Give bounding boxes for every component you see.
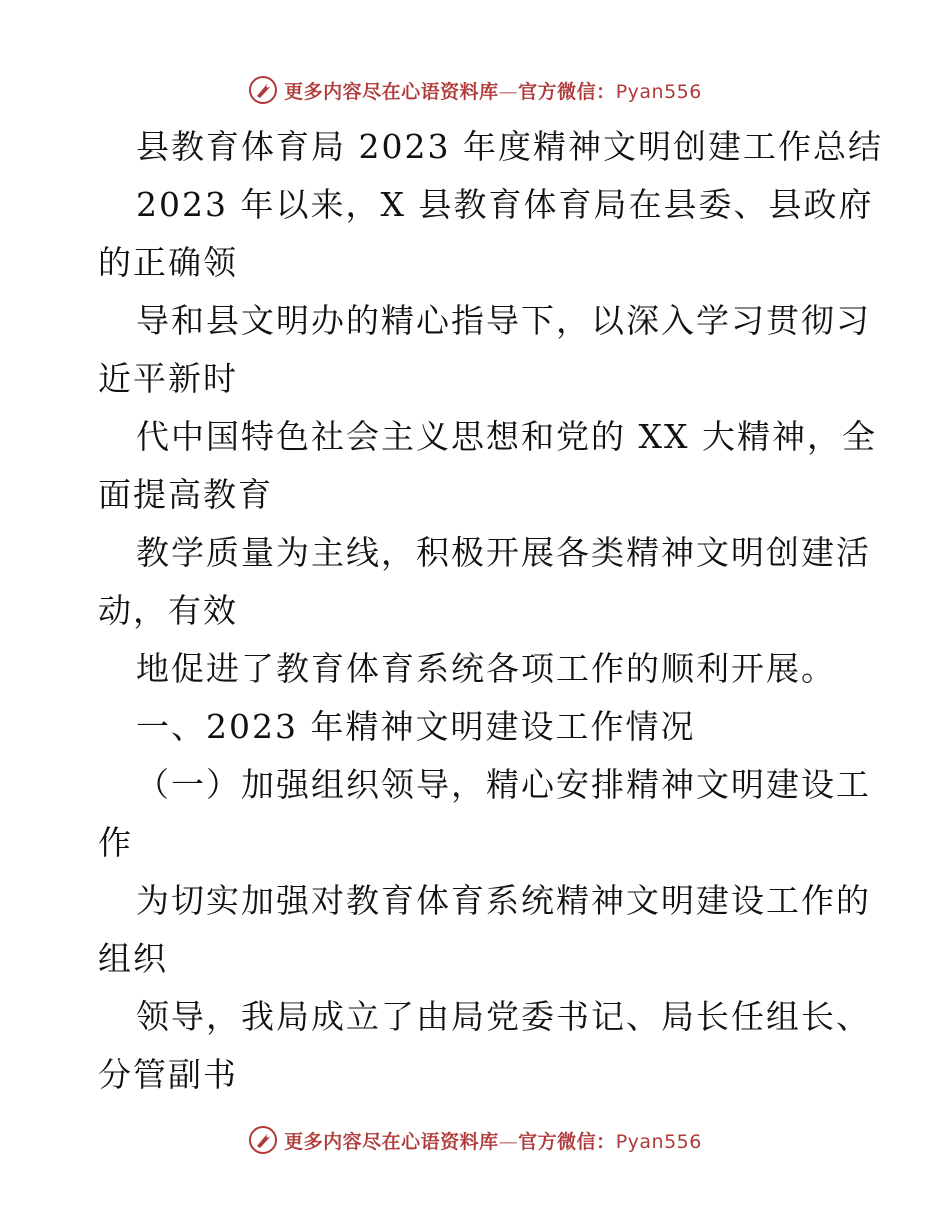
- watermark-wechat-id: Pyan556: [615, 1130, 702, 1153]
- text-line: 导和县文明办的精心指导下，以深入学习贯彻习: [136, 301, 871, 340]
- text-line: 代中国特色社会主义思想和党的 XX 大精神，全: [136, 417, 877, 456]
- text-line: 近平新时: [98, 359, 238, 398]
- text-line: 为切实加强对教育体育系统精神文明建设工作的: [136, 881, 871, 920]
- text-line: 面提高教育: [98, 475, 273, 514]
- footer-watermark: [0, 1120, 950, 1160]
- text-line: 动，有效: [98, 591, 238, 630]
- text-line: 组织: [98, 939, 168, 978]
- watermark-wechat-label: 官方微信：: [518, 1130, 616, 1153]
- watermark-text: [284, 77, 702, 104]
- watermark-separator: —: [498, 80, 519, 103]
- text-line: 县教育体育局 2023 年度精神文明创建工作总结: [136, 127, 883, 166]
- pen-nib-logo-icon: [248, 75, 278, 105]
- watermark-wechat-id: Pyan556: [615, 80, 702, 103]
- text-line: 一、2023 年精神文明建设工作情况: [136, 707, 696, 746]
- text-line: （一）加强组织领导，精心安排精神文明建设工: [136, 765, 871, 804]
- watermark-text: [284, 1127, 702, 1154]
- header-watermark: [0, 70, 950, 110]
- text-line: 作: [98, 823, 133, 862]
- watermark-wechat-label: 官方微信：: [518, 80, 616, 103]
- document-body: [98, 118, 883, 1104]
- watermark-main: 更多内容尽在心语资料库: [284, 1130, 499, 1153]
- text-line: 2023 年以来，X 县教育体育局在县委、县政府: [136, 185, 874, 224]
- text-line: 领导，我局成立了由局党委书记、局长任组长、: [136, 997, 871, 1036]
- watermark-separator: —: [498, 1130, 519, 1153]
- text-line: 教学质量为主线，积极开展各类精神文明创建活: [136, 533, 871, 572]
- pen-nib-logo-icon: [248, 1125, 278, 1155]
- text-line: 分管副书: [98, 1055, 238, 1094]
- text-line: 的正确领: [98, 243, 238, 282]
- watermark-main: 更多内容尽在心语资料库: [284, 80, 499, 103]
- text-line: 地促进了教育体育系统各项工作的顺利开展。: [136, 649, 836, 688]
